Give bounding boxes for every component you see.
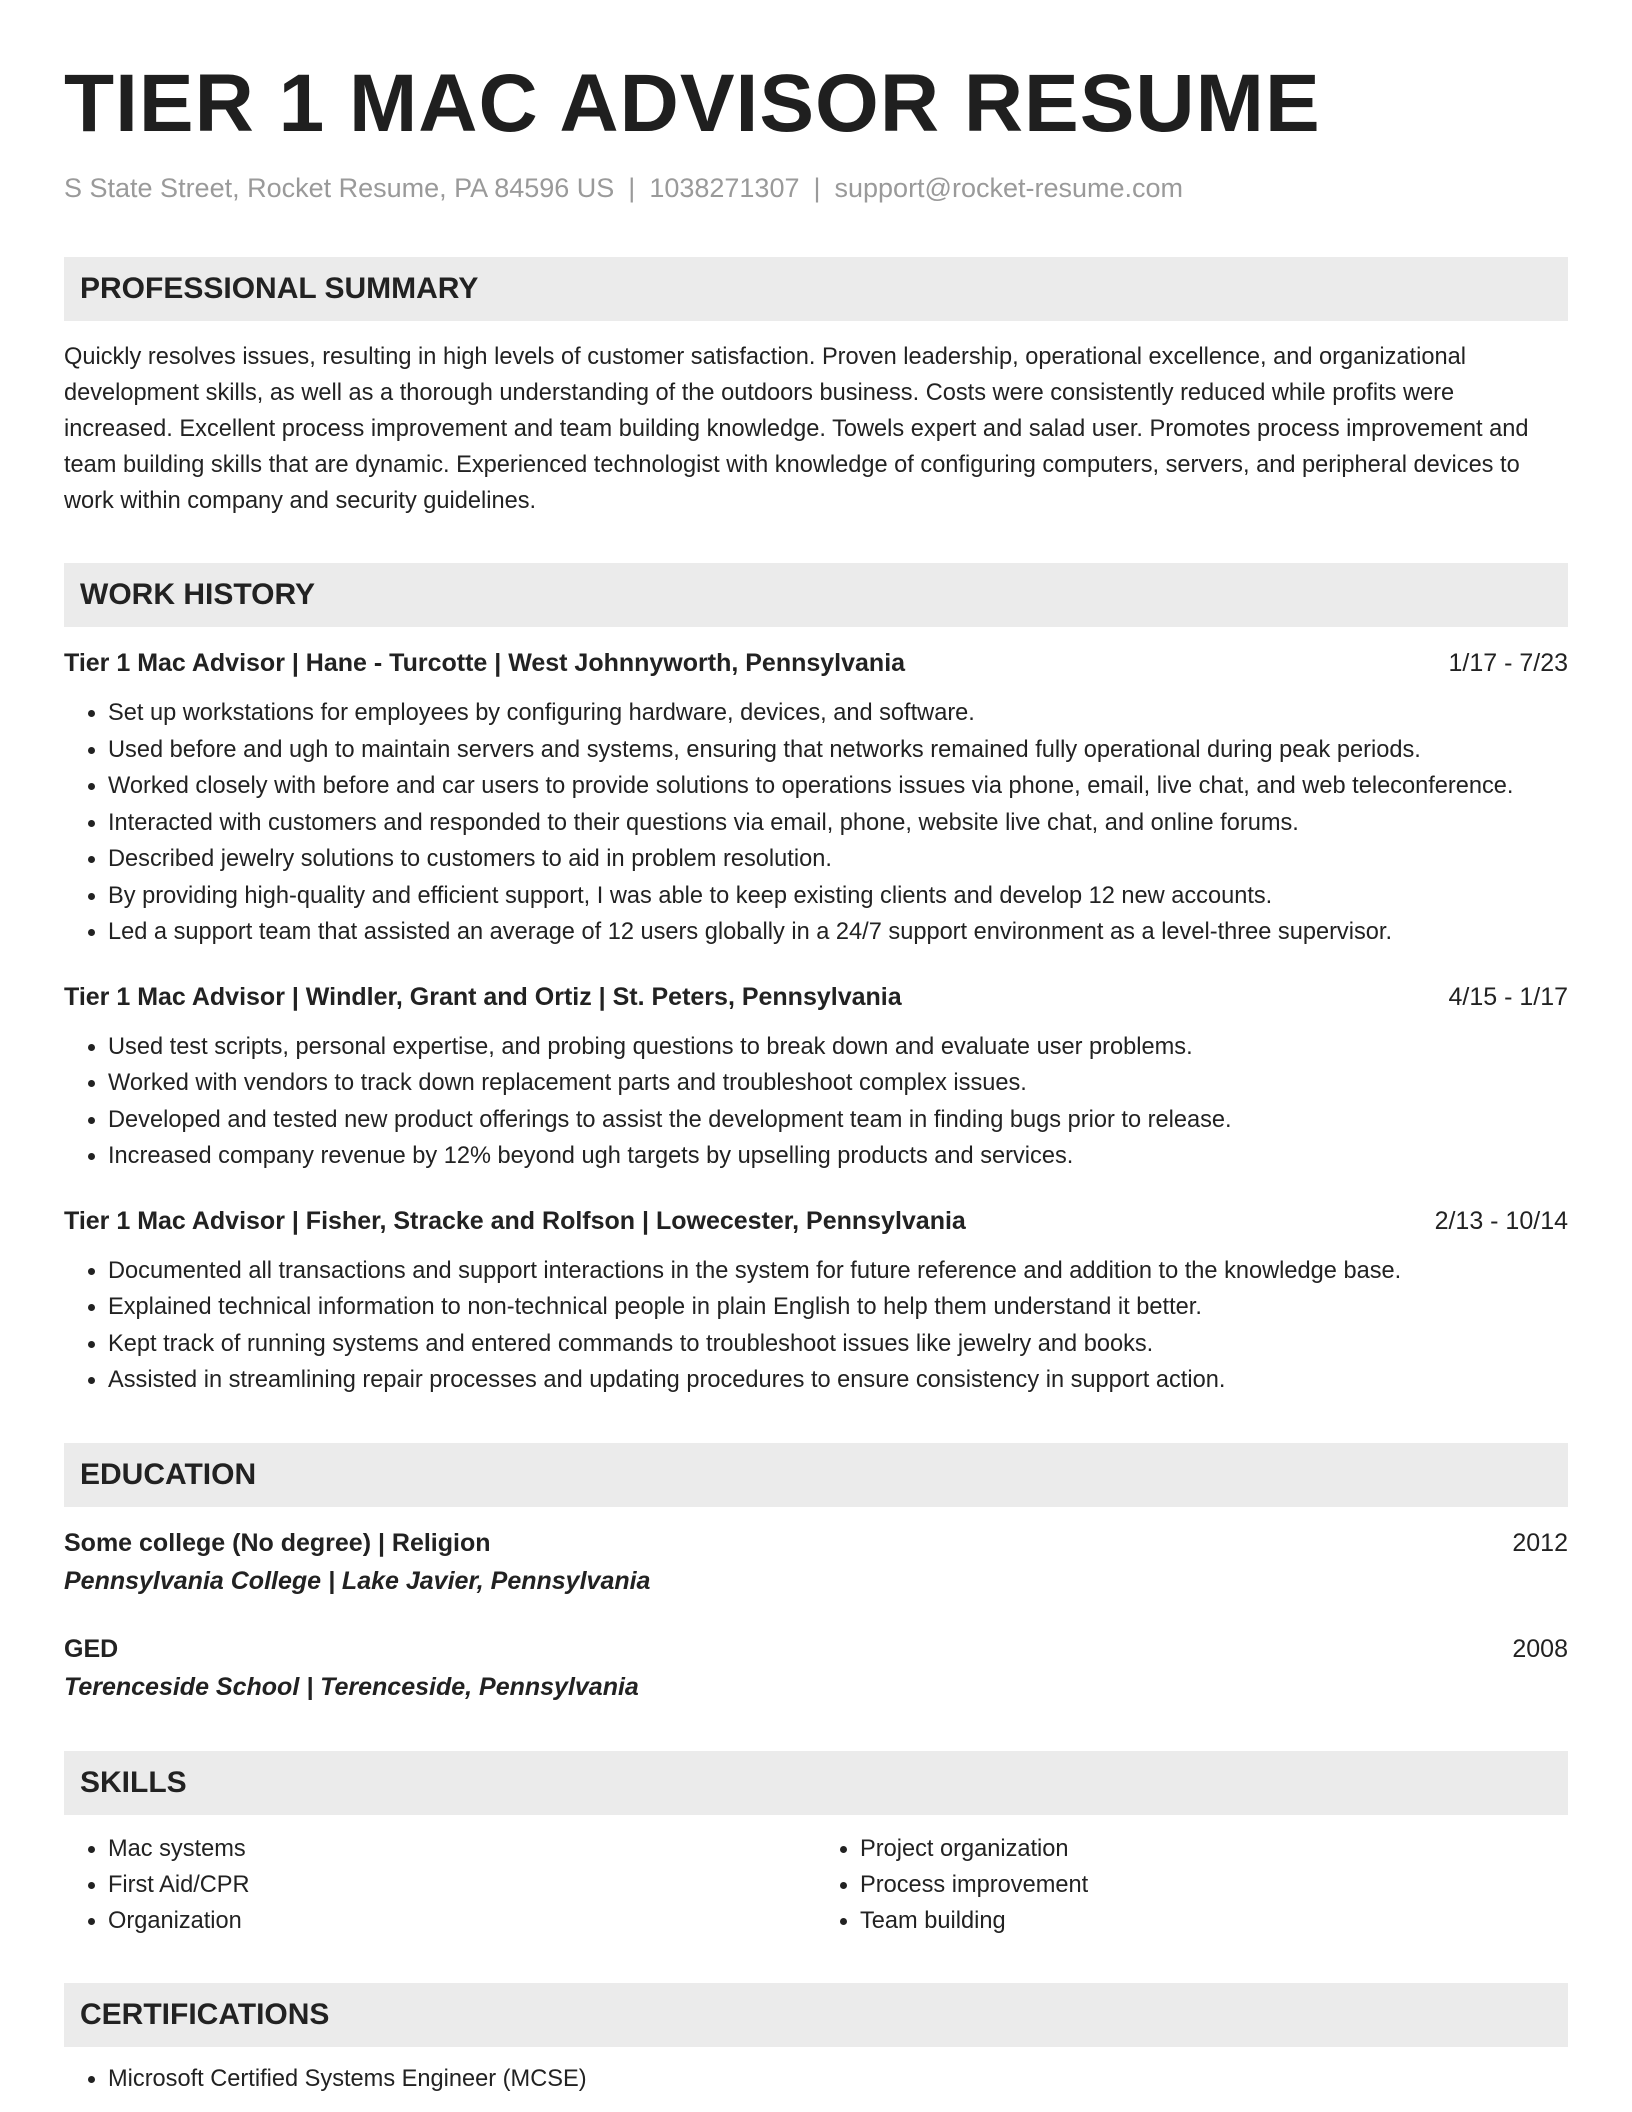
section-header-summary: PROFESSIONAL SUMMARY (64, 257, 1568, 321)
job-title: Tier 1 Mac Advisor | Fisher, Stracke and Rolfson | Lowecester, Pennsylvania (64, 1206, 966, 1235)
certification-item: • Microsoft Certified Systems Engineer (MCSE) (108, 2061, 1568, 2098)
job-bullet: • Explained technical information to non-technical people in plain English to help them understand it better. (108, 1289, 1568, 1326)
contact-line (64, 170, 1568, 206)
skills-column-left (64, 1831, 816, 1939)
contact-separator: | (628, 173, 636, 203)
job-entry (64, 1203, 1568, 1399)
certification-list (64, 2061, 1568, 2098)
contact-email: support@rocket-resume.com (834, 173, 1184, 203)
skill-item: • Team building (860, 1903, 1568, 1939)
job-bullet: • Kept track of running systems and entered commands to troubleshoot issues like jewelry and books. (108, 1326, 1568, 1363)
education-year: 2008 (1512, 1634, 1568, 1663)
education-degree: Some college (No degree) | Religion (64, 1528, 491, 1557)
job-bullet: • Used before and ugh to maintain servers and systems, ensuring that networks remained fully operational during peak periods. (108, 732, 1568, 769)
education-header (64, 1631, 1568, 1667)
job-entry (64, 979, 1568, 1175)
section-header-work-history: WORK HISTORY (64, 563, 1568, 627)
job-bullet: • Developed and tested new product offerings to assist the development team in finding bugs prior to release. (108, 1102, 1568, 1139)
job-bullet: • Documented all transactions and support interactions in the system for future reference and addition to the knowledge base. (108, 1253, 1568, 1290)
skill-item: • Project organization (860, 1831, 1568, 1867)
resume-title: TIER 1 MAC ADVISOR RESUME (64, 58, 1321, 149)
job-bullet: • Set up workstations for employees by configuring hardware, devices, and software. (108, 695, 1568, 732)
education-header (64, 1525, 1568, 1561)
job-bullet: • Increased company revenue by 12% beyond ugh targets by upselling products and services. (108, 1138, 1568, 1175)
job-entry (64, 645, 1568, 951)
job-header (64, 979, 1568, 1015)
skill-item: • Organization (108, 1903, 816, 1939)
education-degree: GED (64, 1634, 119, 1663)
education-school: Pennsylvania College | Lake Javier, Pennsylvania (64, 1566, 651, 1595)
contact-address: S State Street, Rocket Resume, PA 84596 US (64, 173, 615, 203)
job-title: Tier 1 Mac Advisor | Windler, Grant and Ortiz | St. Peters, Pennsylvania (64, 982, 902, 1011)
job-header (64, 1203, 1568, 1239)
job-bullet: • Described jewelry solutions to customers to aid in problem resolution. (108, 841, 1568, 878)
skills-column-right (816, 1831, 1568, 1939)
job-bullet: • Assisted in streamlining repair processes and updating procedures to ensure consistency in support action. (108, 1362, 1568, 1399)
job-bullet: • By providing high-quality and efficient support, I was able to keep existing clients and develop 12 new accounts. (108, 878, 1568, 915)
skill-item: • First Aid/CPR (108, 1867, 816, 1903)
job-bullet: • Interacted with customers and responded to their questions via email, phone, website live chat, and online forums. (108, 805, 1568, 842)
summary-text: Quickly resolves issues, resulting in high levels of customer satisfaction. Proven leadership, operational excellence, and organizational development skills, as well as a thorough understanding of the outdoors business. Costs were consistently reduced while profits were increased. Excellent process improvement and team building knowledge. Towels expert and salad user. Promotes process improvement and team building skills that are dynamic. Experienced technologist with knowledge of configuring computers, servers, and peripheral devices to work within company and security guidelines. (64, 344, 1529, 514)
skills-grid (64, 1831, 1568, 1939)
job-dates: 1/17 - 7/23 (1448, 649, 1568, 677)
job-header (64, 645, 1568, 681)
job-bullets (64, 1253, 1568, 1399)
job-bullet: • Used test scripts, personal expertise, and probing questions to break down and evaluate user problems. (108, 1029, 1568, 1066)
skill-item: • Mac systems (108, 1831, 816, 1867)
education-entry (64, 1525, 1568, 1601)
job-bullets (64, 1029, 1568, 1175)
job-title: Tier 1 Mac Advisor | Hane - Turcotte | West Johnnyworth, Pennsylvania (64, 649, 906, 677)
section-header-skills: SKILLS (64, 1751, 1568, 1815)
job-bullet: • Led a support team that assisted an average of 12 users globally in a 24/7 support environment as a level-three supervisor. (108, 914, 1568, 951)
education-year: 2012 (1512, 1528, 1568, 1557)
job-dates: 2/13 - 10/14 (1434, 1206, 1568, 1235)
skill-item: • Process improvement (860, 1867, 1568, 1903)
job-dates: 4/15 - 1/17 (1448, 982, 1568, 1011)
contact-separator: | (813, 173, 821, 203)
education-entry (64, 1631, 1568, 1707)
contact-phone: 1038271307 (649, 173, 800, 203)
section-header-education: EDUCATION (64, 1443, 1568, 1507)
section-header-certifications: CERTIFICATIONS (64, 1983, 1568, 2047)
job-bullet: • Worked with vendors to track down replacement parts and troubleshoot complex issues. (108, 1065, 1568, 1102)
job-bullet: • Worked closely with before and car users to provide solutions to operations issues via phone, email, live chat, and web teleconference. (108, 768, 1568, 805)
job-bullets (64, 695, 1568, 951)
education-school: Terenceside School | Terenceside, Pennsylvania (64, 1672, 639, 1701)
